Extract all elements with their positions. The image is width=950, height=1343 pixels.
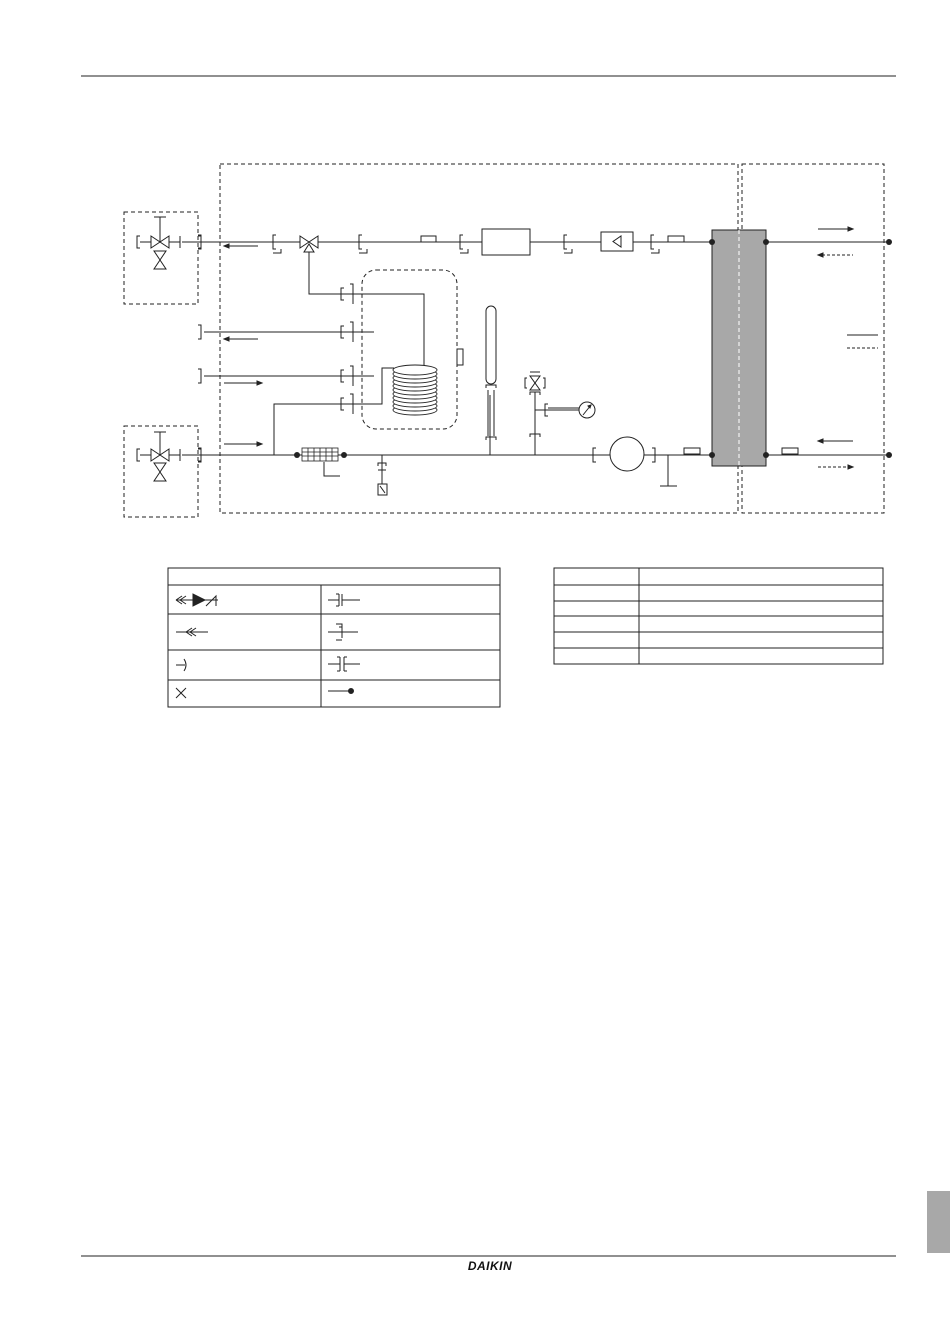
junction-dots	[294, 239, 892, 458]
section-tab	[927, 1191, 950, 1253]
temp-sensor-outlet	[668, 236, 684, 242]
tank-sensor	[457, 349, 463, 365]
backup-heater	[482, 229, 530, 255]
circulation-pump	[610, 437, 644, 471]
quick-coupling-symbol	[176, 659, 186, 671]
three-way-valve	[300, 236, 318, 252]
tank-coil	[393, 365, 437, 415]
temp-sensor-refrigerant	[782, 448, 798, 454]
water-filter	[302, 448, 338, 461]
connection-brackets	[198, 235, 659, 476]
flare-connection-symbol	[176, 628, 208, 636]
coil-return	[274, 368, 394, 455]
flange-connection-symbol	[328, 594, 360, 606]
sensor-symbol	[328, 657, 360, 671]
mode-legend-lines	[847, 335, 878, 348]
shutoff-valve-top	[137, 217, 201, 269]
tank-coil-feed	[309, 248, 424, 368]
safety-valve	[525, 372, 545, 390]
legend-left-symbols	[176, 594, 360, 698]
flow-switch-box	[601, 232, 633, 251]
pressure-gauge	[579, 402, 595, 418]
pinched-pipe-symbol	[328, 624, 358, 640]
legend-left-table	[168, 568, 500, 707]
indoor-unit-boundary	[220, 164, 738, 513]
shutoff-valve-bottom	[137, 432, 201, 481]
shutoff-valve-box-bottom	[124, 426, 198, 517]
screw-connection-symbol	[176, 688, 186, 698]
flow-sensor	[421, 236, 436, 242]
expansion-vessel	[486, 306, 496, 436]
brand-logo: DAIKIN	[467, 1259, 513, 1273]
legend-right-table	[554, 568, 883, 664]
temp-sensor-pump	[684, 448, 700, 454]
unit-boundaries	[124, 164, 884, 517]
